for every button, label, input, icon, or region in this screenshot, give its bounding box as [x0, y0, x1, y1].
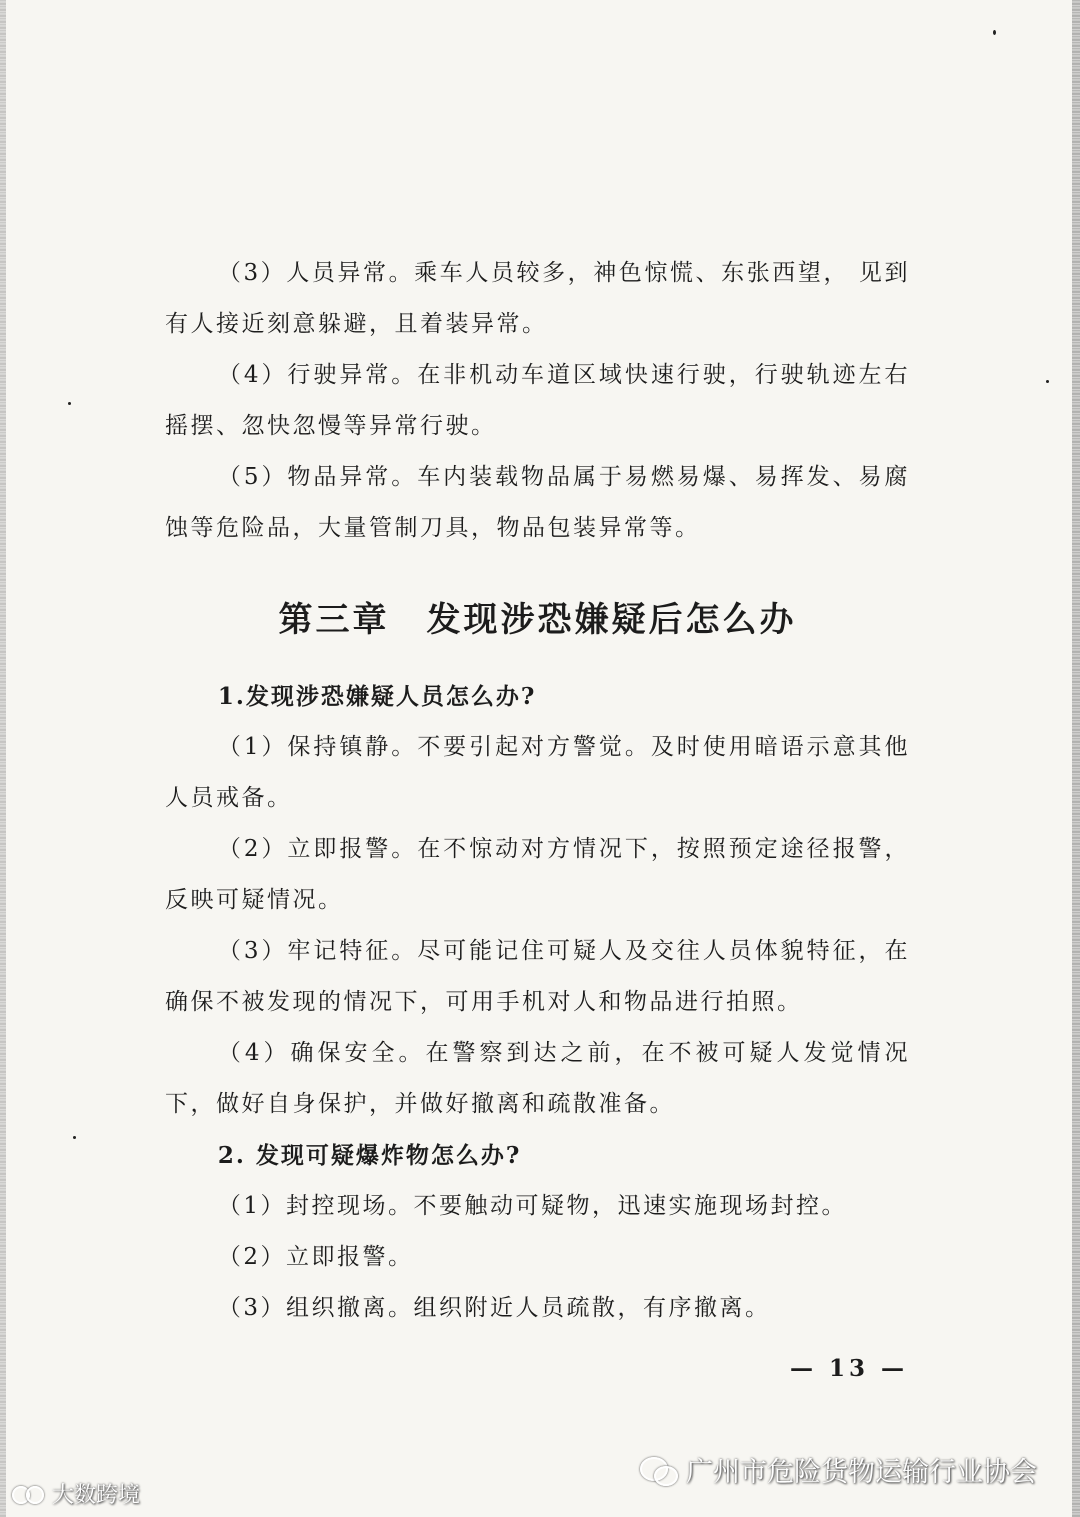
- page-number: — 13 —: [790, 1355, 909, 1382]
- wechat-icon: [640, 1455, 680, 1485]
- scan-edge-right: [1072, 0, 1080, 1517]
- list-item: （1）保持镇静。不要引起对方警觉。及时使用暗语示意其他人员戒备。: [165, 734, 910, 811]
- watermark-wechat-account: [640, 1450, 1037, 1489]
- list-item: （2）立即报警。: [217, 1244, 414, 1270]
- document-body: [165, 248, 910, 1334]
- paragraph: （3）人员异常。乘车人员较多，神色惊慌、东张西望， 见到有人接近刻意躲避，且着装异常。: [165, 260, 910, 337]
- list-item: （1）封控现场。不要触动可疑物，迅速实施现场封控。: [217, 1193, 848, 1219]
- scan-speck: [68, 402, 71, 405]
- scan-edge-left: [0, 0, 6, 1517]
- watermark-brand: [12, 1478, 140, 1509]
- section-heading: 1.发现涉恐嫌疑人员怎么办?: [217, 683, 537, 710]
- scan-speck: [1046, 380, 1049, 383]
- list-item: （3）牢记特征。尽可能记住可疑人及交往人员体貌特征，在确保不被发现的情况下，可用手机对人和物品进行拍照。: [165, 938, 910, 1015]
- watermark-brand-name: 大数跨境: [52, 1483, 141, 1508]
- paragraph: （4）行驶异常。在非机动车道区域快速行驶，行驶轨迹左右摇摆、忽快忽慢等异常行驶。: [165, 362, 910, 439]
- scan-speck: [993, 30, 996, 35]
- list-item: （4）确保安全。在警察到达之前，在不被可疑人发觉情况下，做好自身保护，并做好撤离和疏散准备。: [165, 1040, 910, 1117]
- paragraph: （5）物品异常。车内装载物品属于易燃易爆、易挥发、易腐蚀等危险品，大量管制刀具，物品包装异常等。: [165, 464, 910, 541]
- list-item: （2）立即报警。在不惊动对方情况下，按照预定途径报警，反映可疑情况。: [165, 836, 910, 913]
- brand-logo-icon: [12, 1481, 48, 1507]
- section-heading: 2. 发现可疑爆炸物怎么办?: [217, 1142, 522, 1169]
- watermark-account-name: 广州市危险货物运输行业协会: [686, 1457, 1037, 1488]
- list-item: （3）组织撤离。组织附近人员疏散，有序撤离。: [217, 1295, 771, 1321]
- scan-speck: [73, 1136, 76, 1139]
- chapter-title: 第三章 发现涉恐嫌疑后怎么办: [278, 600, 797, 640]
